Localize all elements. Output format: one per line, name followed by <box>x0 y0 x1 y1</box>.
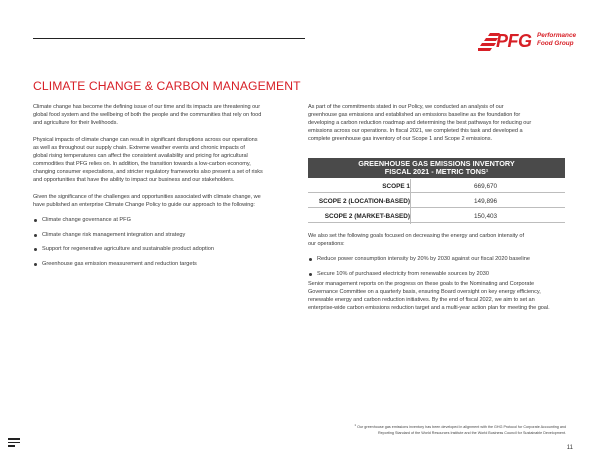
top-divider <box>33 38 305 39</box>
left-paragraph-2: Physical impacts of climate change can result in significant disruptions across our operations as well as throughout our supply chain. Extreme weather events and chronic impacts of global rising temperatures can affect the consistent availability and pricing for agricultural commodities that PFG relies on. In addition, the transition towards a low-carbon economy, changing consumer expectations, and stricter regulatory frameworks also present a set of risks and opportunities that have the ability to impact our business and our stakeholders. <box>33 137 263 184</box>
table-row <box>308 209 565 223</box>
goals-bullet-list <box>308 256 530 277</box>
policy-bullet-list <box>33 217 214 267</box>
ghg-table-header <box>308 158 565 178</box>
footnote-line2: Reporting Standard of the World Resources Institute and the World Business Council for Sustainable Development. <box>377 430 566 435</box>
right-paragraph-3: Senior management reports on the progress on these goals to the Nominating and Corporate Governance Committee on a quarterly basis, ensuring Board oversight on key energy efficiency, renewable energy and carbon reduction initiatives. By the end of fiscal 2022, we aim to set an enterprise-wide carbon emissions reduction target and a multi-year action plan for meeting the goal. <box>308 281 550 312</box>
list-item: Climate change governance at PFG <box>33 217 214 223</box>
left-paragraph-3: Given the significance of the challenges and opportunities associated with climate change, we have published an enterprise Climate Change Policy to guide our approach to the following: <box>33 194 261 209</box>
row-value: 150,403 <box>474 213 498 220</box>
list-item: Secure 10% of purchased electricity from renewable sources by 2030 <box>308 271 530 277</box>
list-item: Climate change risk management integration and strategy <box>33 232 214 238</box>
right-paragraph-1: As part of the commitments stated in our Policy, we conducted an analysis of our greenhouse gas emissions and established an emissions baseline as the foundation for developing a carbon reduction roadmap and determining the best pathways for reducing our emissions across our operations. In fiscal 2021, we completed this task and developed a complete greenhouse gas inventory of our Scope 1 and Scope 2 emissions. <box>308 104 532 143</box>
right-paragraph-2: We also set the following goals focused on decreasing the energy and carbon intensity of our operations: <box>308 233 524 248</box>
footnote-line1: Our greenhouse gas emissions inventory has been developed in alignment with the GHG Protocol for Corporate Accounting and <box>357 425 566 430</box>
list-item: Greenhouse gas emission measurement and reduction targets <box>33 261 214 267</box>
menu-icon[interactable] <box>8 438 20 450</box>
row-label: SCOPE 1 <box>382 183 410 190</box>
row-value: 669,670 <box>474 183 498 190</box>
table-row <box>308 194 565 208</box>
list-item: Support for regenerative agriculture and sustainable product adoption <box>33 246 214 252</box>
table-column-divider <box>410 179 411 224</box>
logo-mark: PFG <box>496 31 532 51</box>
table-row <box>308 179 565 193</box>
logo-line2: Food Group <box>537 39 574 47</box>
pfg-logo <box>478 29 577 55</box>
ghg-table-title: GREENHOUSE GAS EMISSIONS INVENTORY <box>358 159 515 168</box>
logo-text <box>537 32 576 47</box>
row-label: SCOPE 2 (LOCATION-BASED) <box>318 198 410 205</box>
row-value: 149,896 <box>474 198 498 205</box>
page-title: CLIMATE CHANGE & CARBON MANAGEMENT <box>33 79 301 93</box>
page-number: 11 <box>566 445 573 451</box>
row-label: SCOPE 2 (MARKET-BASED) <box>324 213 410 220</box>
left-paragraph-1: Climate change has become the defining issue of our time and its impacts are threatening our global food system and the wellbeing of both the people and the communities that rely on food and agriculture for their livelihoods. <box>33 104 262 127</box>
ghg-table-subtitle: FISCAL 2021 - METRIC TONS¹ <box>384 167 489 177</box>
footnote-marker: 1 <box>354 423 357 427</box>
logo-line1: Performance <box>537 32 577 39</box>
footnote <box>308 423 566 436</box>
list-item: Reduce power consumption intensity by 20% by 2030 against our fiscal 2020 baseline <box>308 256 530 262</box>
